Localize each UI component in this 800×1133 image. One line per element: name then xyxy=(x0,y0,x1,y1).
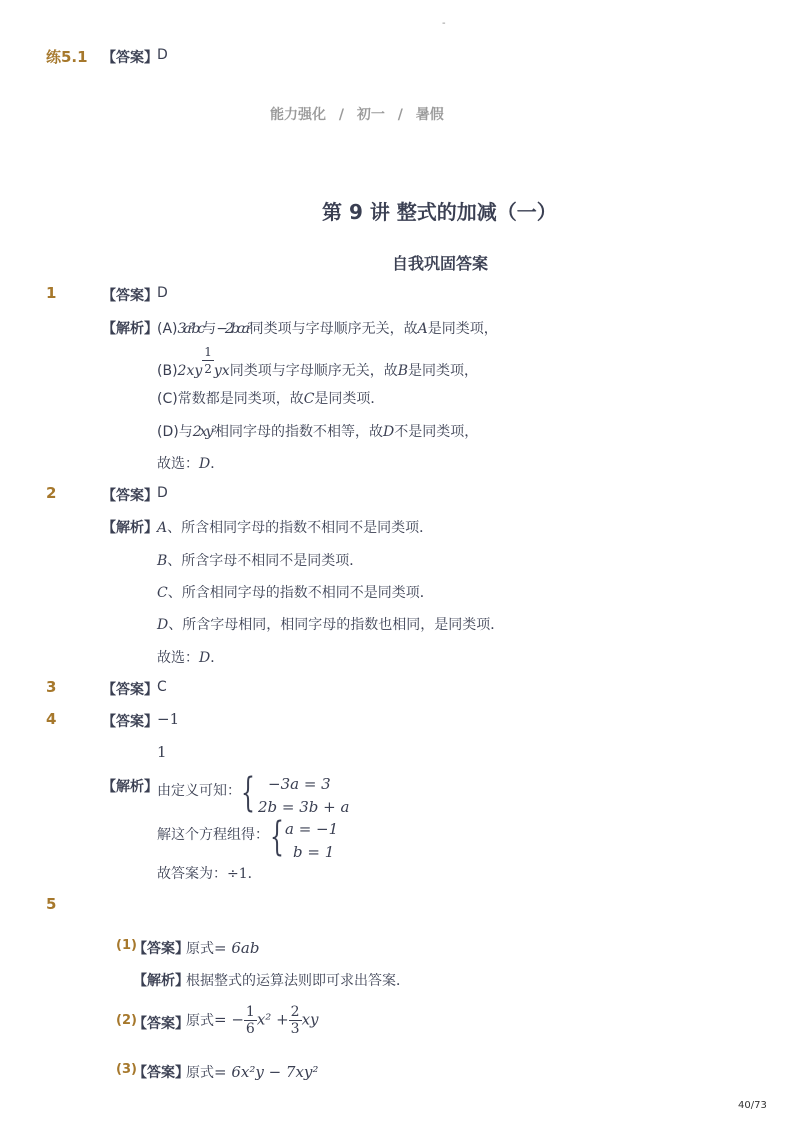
conclusion-line xyxy=(157,863,262,883)
explanation-text: 根据整式的运算法则即可求出答案． xyxy=(186,973,410,989)
option-letter: B xyxy=(157,553,168,569)
answer-text: 原式 xyxy=(186,1065,214,1081)
option-letter: B xyxy=(397,362,408,379)
explanation-text: 、所含相同字母的指数不相同不是同类项． xyxy=(167,520,434,536)
explanation-line xyxy=(157,318,498,338)
equation: a = −1 xyxy=(285,820,339,838)
answer-tag: 【答案】 xyxy=(133,1065,189,1081)
explanation-tag: 【解析】 xyxy=(102,779,158,795)
option-letter: A xyxy=(157,520,168,536)
connector-text: 与 xyxy=(202,321,217,337)
practice-answer-tag: 【答案】 xyxy=(102,50,158,66)
conclusion-text: 故答案为： xyxy=(157,866,227,882)
answer-tag: 【答案】 xyxy=(102,682,158,698)
option-letter: C xyxy=(157,585,168,601)
answer-value: C xyxy=(157,679,167,695)
breadcrumb-grade: 初一 xyxy=(356,107,385,123)
breadcrumb-term: 暑假 xyxy=(415,107,444,123)
option-letter: A xyxy=(417,321,428,337)
explanation-text: 、所含字母相同，相同字母的指数也相同，是同类项． xyxy=(168,617,505,633)
denominator: 3 xyxy=(290,1021,300,1037)
explanation-tag: 【解析】 xyxy=(102,321,158,337)
conclusion-end: ． xyxy=(247,866,262,882)
question-number: 3 xyxy=(46,678,57,696)
explanation-tag: 【解析】 xyxy=(133,973,189,989)
breadcrumb-level: 能力强化 xyxy=(270,107,326,123)
math-expression: 2xy² xyxy=(192,424,216,440)
explanation-line xyxy=(157,614,504,634)
conclusion-line xyxy=(157,647,224,667)
option-label: (B) xyxy=(157,362,178,379)
answer-text: 原式 xyxy=(186,941,214,957)
question-number: 1 xyxy=(46,284,57,302)
conclusion-text: 故选： xyxy=(157,650,199,666)
equation: b = 1 xyxy=(293,843,335,861)
practice-label: 练5.1 xyxy=(46,48,88,66)
brace-symbol: { xyxy=(270,814,284,860)
math-expression: = 6x²y − 7xy² xyxy=(214,1063,319,1081)
option-letter: D xyxy=(383,424,395,440)
math-expression: = 6ab xyxy=(214,939,260,957)
explanation-text: 是同类项． xyxy=(314,391,385,407)
practice-answer-value: D xyxy=(157,47,168,63)
answer-value: −1 xyxy=(157,710,180,728)
math-expression: x² + xyxy=(256,1010,289,1029)
numerator: 1 xyxy=(204,345,212,359)
explanation-tag: 【解析】 xyxy=(102,520,158,536)
option-letter: D xyxy=(157,617,169,633)
answer-line xyxy=(186,1062,318,1082)
explanation-text: 同类项与字母顺序无关，故 xyxy=(229,362,398,379)
question-number: 4 xyxy=(46,710,57,728)
explanation-line xyxy=(157,517,433,537)
breadcrumb-separator: / xyxy=(397,107,403,123)
answer-line xyxy=(186,938,259,958)
conclusion-end: ． xyxy=(210,650,225,666)
answer-tag: 【答案】 xyxy=(102,488,158,504)
conclusion-line xyxy=(157,453,224,473)
numerator: 1 xyxy=(245,1004,255,1020)
page-number: 40/73 xyxy=(738,1100,767,1111)
fraction xyxy=(244,1004,257,1037)
answer-text: 原式 xyxy=(186,1012,214,1029)
page-title: 第 9 讲 整式的加减（一） xyxy=(322,200,557,224)
fraction xyxy=(289,1004,302,1037)
option-letter: C xyxy=(303,391,315,407)
explanation-text: 是同类项， xyxy=(427,321,498,337)
explanation-text: 相同字母的指数不相等，故 xyxy=(215,424,384,440)
option-label: (D)与 xyxy=(157,424,193,440)
section-subtitle: 自我巩固答案 xyxy=(392,254,489,273)
explanation-text: 不是同类项， xyxy=(394,424,479,440)
brace-symbol: { xyxy=(241,770,255,816)
math-expression: = − xyxy=(214,1010,244,1029)
option-label: (A) xyxy=(157,321,178,337)
explanation-line xyxy=(157,344,478,377)
question-number: 5 xyxy=(46,895,57,913)
option-letter: D xyxy=(199,650,211,666)
numerator: 2 xyxy=(290,1004,300,1020)
subpart-label: (1) xyxy=(116,938,137,953)
answer-value: D xyxy=(157,285,168,301)
answer-value-2: 1 xyxy=(157,743,167,761)
subpart-label: (3) xyxy=(116,1062,137,1077)
denominator: 2 xyxy=(204,362,212,376)
math-expression: −2bca² xyxy=(216,321,250,337)
explanation-line xyxy=(157,388,384,408)
breadcrumb-separator: / xyxy=(338,107,344,123)
conclusion-value: ÷1 xyxy=(227,866,248,882)
explanation-text: (C)常数都是同类项，故 xyxy=(157,391,304,407)
answer-tag: 【答案】 xyxy=(133,941,189,957)
answer-tag: 【答案】 xyxy=(102,714,158,730)
denominator: 6 xyxy=(245,1021,255,1037)
explanation-text: 是同类项， xyxy=(408,362,478,379)
answer-tag: 【答案】 xyxy=(133,1016,189,1032)
answer-tag: 【答案】 xyxy=(102,288,158,304)
explanation-line xyxy=(157,550,363,570)
explanation-text: 由定义可知： xyxy=(157,783,241,799)
explanation-line xyxy=(157,582,434,602)
top-mark: - xyxy=(442,18,446,29)
answer-line xyxy=(186,1004,319,1037)
breadcrumb xyxy=(270,104,444,124)
equation: 2b = 3b + a xyxy=(258,798,350,816)
question-number: 2 xyxy=(46,484,57,502)
option-letter: D xyxy=(199,456,211,472)
math-expression: yx xyxy=(213,362,230,379)
conclusion-text: 故选： xyxy=(157,456,199,472)
equation: −3a = 3 xyxy=(268,775,331,793)
explanation-text: 同类项与字母顺序无关，故 xyxy=(249,321,418,337)
explanation-line xyxy=(157,421,478,441)
answer-value: D xyxy=(157,485,168,501)
explanation-text: 解这个方程组得： xyxy=(157,827,269,843)
math-expression: 2xy xyxy=(177,362,203,379)
conclusion-end: ． xyxy=(210,456,225,472)
explanation-text: 、所含相同字母的指数不相同不是同类项． xyxy=(167,585,434,601)
subpart-label: (2) xyxy=(116,1013,137,1028)
math-expression: xy xyxy=(301,1010,319,1029)
fraction xyxy=(202,344,214,377)
explanation-text: 、所含字母不相同不是同类项． xyxy=(167,553,364,569)
math-expression: 3a²bc xyxy=(177,321,203,337)
